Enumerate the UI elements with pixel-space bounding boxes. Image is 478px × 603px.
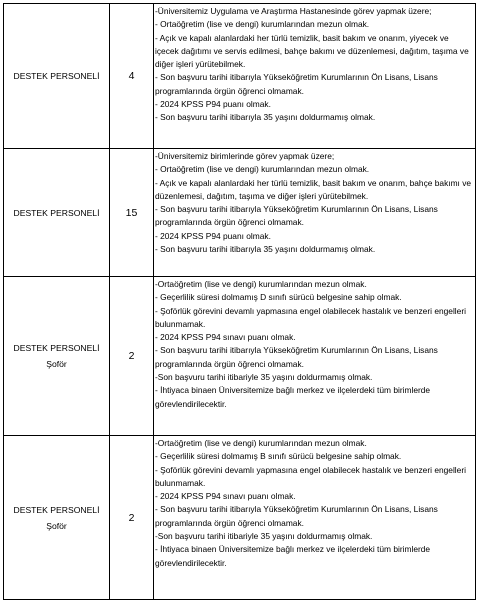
position-title: DESTEK PERSONELİ [13,504,100,515]
count-cell: 2 [110,436,154,600]
requirement-item: -Üniversitemiz Uygulama ve Araştırma Hastanesinde görev yapmak üzere; [155,6,432,16]
position-subtitle: Şoför [46,520,67,531]
position-cell [4,149,110,277]
position-subtitle: Şoför [46,359,67,369]
requirement-item: - Son başvuru tarihi itibarıyla 35 yaşını doldurmamış olmak. [155,244,376,255]
requirement-item: - Son başvuru tarihi itibarıyla Yükseköğretim Kurumlarının Ön Lisans, Lisans programlarında örgün öğrenci olmamak. [155,72,438,96]
table-row [4,149,476,277]
requirements-cell [154,277,476,436]
requirement-item: -Ortaöğretim (lise ve dengi) kurumlarından mezun olmak. [155,438,367,448]
requirement-item: - Son başvuru tarihi itibarıyla Yükseköğretim Kurumlarının Ön Lisans, Lisans programlarında örgün öğrenci olmamak. [155,345,438,369]
requirement-item: - Açık ve kapalı alanlardaki her türlü temizlik, basit bakım ve onarım, yiyecek ve içecek dağıtımı ve servis edilmesi, bahçe bakımı ve düzenlemesi, dağıtım, taşıma ve diğer işleri yürütebilmek. [155,32,469,70]
requirement-item: -Son başvuru tarihi itibariyle 35 yaşını doldurmamış olmak. [155,372,373,383]
requirement-item: - Geçerlilik süresi dolmamış B sınıfı sürücü belgesine sahip olmak. [155,451,402,462]
requirement-item: - Şoförlük görevini devamlı yapmasına engel olabilecek hastalık ve benzeri engelleri bulunmamak. [155,464,466,488]
position-title: DESTEK PERSONELİ [13,343,100,353]
requirement-item: - Son başvuru tarihi itibarıyla 35 yaşını doldurmamış olmak. [155,112,376,123]
requirement-item: - Son başvuru tarihi itibarıyla Yükseköğretim Kurumlarının Ön Lisans, Lisans programlarında örgün öğrenci olmamak. [155,204,438,228]
requirement-item: - Geçerlilik süresi dolmamış D sınıfı sürücü belgesine sahip olmak. [155,292,402,303]
requirements-cell [154,149,476,277]
requirement-item: - İhtiyaca binaen Üniversitemize bağlı merkez ve ilçelerdeki tüm birimlerde görevlendirilecektir. [155,544,431,568]
requirement-item: - 2024 KPSS P94 puanı olmak. [155,99,271,110]
requirements-table [3,3,476,600]
position-cell [4,277,110,436]
requirement-item: -Son başvuru tarihi itibariyle 35 yaşını doldurmamış olmak. [155,531,373,542]
position-cell [4,436,110,600]
requirement-item: - Şoförlük görevini devamlı yapmasına engel olabilecek hastalık ve benzeri engelleri bulunmamak. [155,305,466,329]
count-cell: 4 [110,4,154,149]
requirement-item: - 2024 KPSS P94 sınavı puanı olmak. [155,491,296,502]
requirement-item: -Ortaöğretim (lise ve dengi) kurumlarından mezun olmak. [155,279,367,289]
requirement-item: -Üniversitemiz birimlerinde görev yapmak üzere; [155,151,335,161]
count-cell: 15 [110,149,154,277]
position-title: DESTEK PERSONELİ [13,207,100,218]
table-row [4,277,476,436]
requirement-item: - Ortaöğretim (lise ve dengi) kurumlarından mezun olmak. [155,19,370,30]
requirements-cell [154,4,476,149]
position-title: DESTEK PERSONELİ [13,71,100,81]
requirement-item: - Açık ve kapalı alanlardaki her türlü temizlik, basit bakım ve onarım, bahçe bakımı ve düzenlemesi, dağıtım, taşıma ve diğer işleri yürütebilmek. [155,177,472,201]
requirement-item: - Ortaöğretim (lise ve dengi) kurumlarından mezun olmak. [155,164,370,175]
count-cell: 2 [110,277,154,436]
requirement-item: - Son başvuru tarihi itibarıyla Yükseköğretim Kurumlarının Ön Lisans, Lisans programlarında örgün öğrenci olmamak. [155,504,438,528]
position-cell [4,4,110,149]
requirement-item: - 2024 KPSS P94 puanı olmak. [155,230,271,241]
requirements-cell [154,436,476,600]
requirement-item: - İhtiyaca binaen Üniversitemize bağlı merkez ve ilçelerdeki tüm birimlerde görevlendirilecektir. [155,385,431,409]
table-row [4,436,476,600]
table-row [4,4,476,149]
requirement-item: - 2024 KPSS P94 sınavı puanı olmak. [155,332,296,343]
